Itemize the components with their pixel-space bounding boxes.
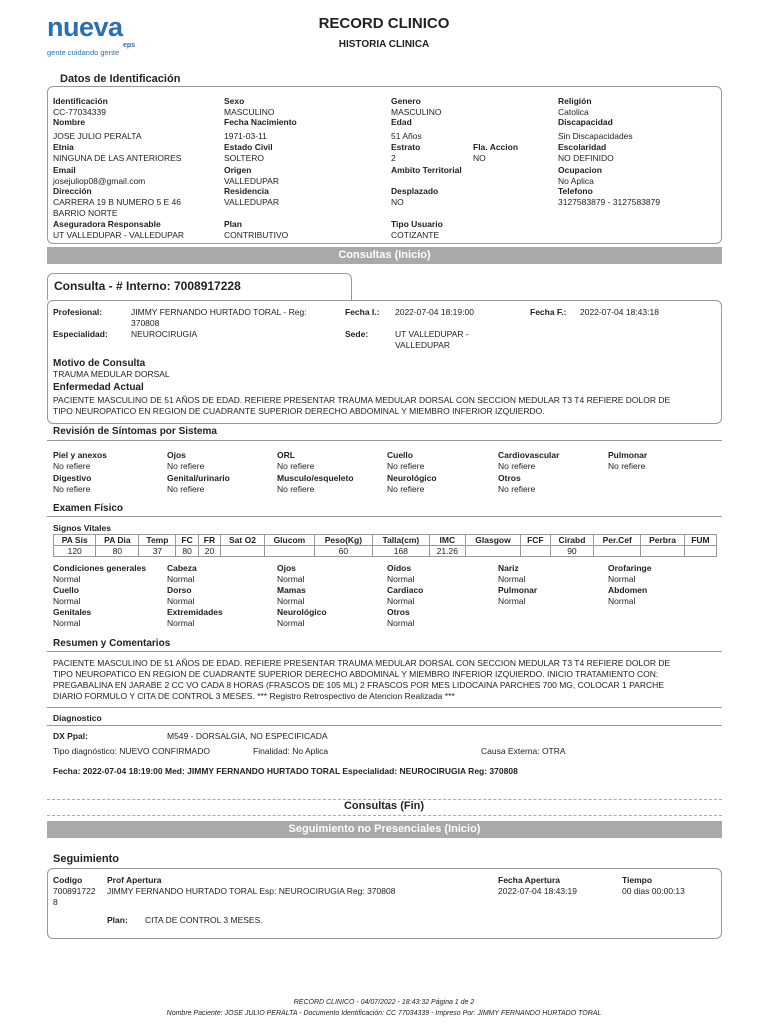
seguimiento-inicio-band: Seguimiento no Presenciales (Inicio) (47, 821, 722, 838)
footer-line-2: Nombre Paciente: JOSE JULIO PERALTA - Documento Identificación: CC 77034339 - Impreso Por: JIMMY FERNANDO HURTADO TORAL (166, 1010, 602, 1017)
fecha-apertura-value: 2022-07-04 18:43:19 (498, 886, 577, 896)
logo-tagline: gente cuidando gente (47, 48, 120, 57)
condicion-value: Normal (277, 574, 305, 584)
ident-value: SOLTERO (224, 153, 264, 163)
revision-value: No refiere (277, 461, 315, 471)
diagnostico-top-divider (47, 707, 722, 708)
ident-value: UT VALLEDUPAR - VALLEDUPAR (53, 230, 185, 240)
condicion-value: Normal (167, 574, 195, 584)
signos-header: Sat O2 (221, 535, 265, 546)
diagnostico-firma: Fecha: 2022-07-04 18:19:00 Med: JIMMY FERNANDO HURTADO TORAL Especialidad: NEUROCIRUGIA Reg: 370808 (53, 766, 518, 776)
condicion-value: Normal (608, 596, 636, 606)
signos-value (594, 546, 641, 557)
condicion-label: Dorso (167, 585, 192, 595)
ident-label: Identificación (53, 96, 108, 106)
signos-value: 21.26 (429, 546, 465, 557)
footer-line-1: RECORD CLINICO - 04/07/2022 - 18:43:32 Página 1 de 2 (293, 999, 475, 1006)
ident-value: CARRERA 19 B NUMERO 5 E 46 (53, 197, 182, 207)
signos-value: 80 (176, 546, 198, 557)
especialidad-value: NEUROCIRUGIA (131, 329, 198, 339)
examen-title: Examen Físico (53, 503, 124, 514)
resumen-line-2: TIPO NEUROPATICO EN REGION DE CUADRANTE SUPERIOR DERECHO ABDOMINAL Y MIEMBRO INFERIOR IZQUIERDO. INICIO TRATAMIENTO CON: (53, 669, 659, 679)
ident-value: MASCULINO (224, 107, 275, 117)
signos-value: 168 (372, 546, 429, 557)
examen-divider (47, 516, 722, 517)
signos-header: FC (176, 535, 198, 546)
ident-label: Estado Civil (224, 142, 273, 152)
ident-label: Tipo Usuario (391, 219, 443, 229)
signos-vitales-table (53, 534, 717, 557)
revision-label: ORL (277, 450, 295, 460)
signos-header: IMC (429, 535, 465, 546)
revision-label: Pulmonar (608, 450, 648, 460)
condicion-value: Normal (53, 618, 81, 628)
revision-value: No refiere (53, 484, 91, 494)
logo-eps: eps (123, 42, 136, 49)
condicion-label: Cabeza (167, 563, 197, 573)
fecha-i-value: 2022-07-04 18:19:00 (395, 307, 474, 317)
ident-value: CC-77034339 (53, 107, 106, 117)
revision-value: No refiere (277, 484, 315, 494)
resumen-title: Resumen y Comentarios (53, 638, 171, 649)
ident-value: NO DEFINIDO (558, 153, 614, 163)
condicion-value: Normal (277, 596, 305, 606)
signos-header: Per.Cef (594, 535, 641, 546)
signos-header: Glucom (264, 535, 314, 546)
condicion-value: Normal (387, 596, 415, 606)
condicion-label: Cuello (53, 585, 79, 595)
ident-label: Email (53, 165, 76, 175)
ident-value: COTIZANTE (391, 230, 440, 240)
ident-value: 3127583879 - 3127583879 (558, 197, 661, 207)
motivo-label: Motivo de Consulta (53, 358, 146, 369)
ident-label: Dirección (53, 186, 92, 196)
condicion-label: Mamas (277, 585, 306, 595)
condicion-label: Orofaringe (608, 563, 652, 573)
fecha-f-value: 2022-07-04 18:43:18 (580, 307, 659, 317)
revision-label: Cuello (387, 450, 413, 460)
signos-value (221, 546, 265, 557)
page-subtitle: HISTORIA CLINICA (338, 39, 430, 50)
ident-label: Telefono (558, 186, 593, 196)
ident-value: Sin Discapacidades (558, 131, 633, 141)
ident-value: 1971-03-11 (224, 131, 267, 141)
profesional-label: Profesional: (53, 307, 103, 317)
condicion-label: Neurológico (277, 607, 327, 617)
signos-header: FR (198, 535, 220, 546)
tiempo-value: 00 dias 00:00:13 (622, 886, 685, 896)
condicion-value: Normal (387, 618, 415, 628)
ident-value: VALLEDUPAR (224, 197, 279, 207)
condicion-label: Oidos (387, 563, 412, 573)
condicion-value: Normal (498, 574, 526, 584)
ident-value: josejuliop08@gmail.com (53, 176, 146, 186)
revision-label: Cardiovascular (498, 450, 560, 460)
signos-value: 37 (139, 546, 176, 557)
resumen-line-3: PREGABALINA EN JARABE 2 CC VO CADA 8 HORAS (FRASCOS DE 105 ML) 2 FRASCOS POR MES LIDOCAINA PARCHES 700 MG, COLOCAR 1 PARCHE (53, 680, 664, 690)
signos-header: Peso(Kg) (314, 535, 372, 546)
prof-apertura-value: JIMMY FERNANDO HURTADO TORAL Esp: NEUROCIRUGIA Reg: 370808 (107, 886, 396, 896)
sede-value-2: VALLEDUPAR (395, 340, 450, 350)
dx-label: DX Ppal: (53, 731, 88, 741)
revision-value: No refiere (387, 484, 425, 494)
signos-value: 90 (550, 546, 594, 557)
plan-label: Plan: (107, 915, 128, 925)
enfermedad-line-1: PACIENTE MASCULINO DE 51 AÑOS DE EDAD. REFIERE PRESENTAR TRAUMA MEDULAR DORSAL CON SECCION MEDULAR T3 T4 REFIERE DOLOR DE (53, 395, 671, 405)
condicion-label: Ojos (277, 563, 296, 573)
revision-value: No refiere (53, 461, 91, 471)
condicion-label: Extremidades (167, 607, 223, 617)
logo-word: nueva (47, 12, 123, 42)
dx-value: M549 - DORSALGIA, NO ESPECIFICADA (167, 731, 328, 741)
causa-externa: Causa Externa: OTRA (481, 746, 566, 756)
revision-label: Piel y anexos (53, 450, 107, 460)
signos-value (521, 546, 550, 557)
fecha-apertura-label: Fecha Apertura (498, 875, 561, 885)
condicion-label: Condiciones generales (53, 563, 147, 573)
signos-header: Perbra (641, 535, 685, 546)
signos-value: 80 (96, 546, 139, 557)
resumen-line-1: PACIENTE MASCULINO DE 51 AÑOS DE EDAD. REFIERE PRESENTAR TRAUMA MEDULAR DORSAL CON SECCION MEDULAR T3 T4 REFIERE DOLOR DE (53, 658, 671, 668)
diagnostico-divider (47, 725, 722, 726)
consultas-inicio-band: Consultas (Inicio) (47, 247, 722, 264)
ident-value: NO (391, 197, 404, 207)
condicion-value: Normal (498, 596, 526, 606)
signos-value (641, 546, 685, 557)
condicion-label: Genitales (53, 607, 92, 617)
diagnostico-title: Diagnostico (53, 713, 102, 723)
ident-label: Plan (224, 219, 242, 229)
revision-value: No refiere (608, 461, 646, 471)
ident-label: Residencia (224, 186, 269, 196)
ident-value: CONTRIBUTIVO (224, 230, 289, 240)
direccion-line2: BARRIO NORTE (53, 208, 118, 218)
codigo-label: Codigo (53, 875, 83, 885)
revision-value: No refiere (498, 484, 536, 494)
ident-label: Aseguradora Responsable (53, 219, 161, 229)
ident-value: Catolica (558, 107, 589, 117)
ident-value: VALLEDUPAR (224, 176, 279, 186)
signos-value (264, 546, 314, 557)
signos-header: Temp (139, 535, 176, 546)
ident-label: Fecha Nacimiento (224, 117, 297, 127)
codigo-value-2: 8 (53, 897, 58, 907)
condicion-label: Pulmonar (498, 585, 538, 595)
fecha-i-label: Fecha I.: (345, 307, 380, 317)
ident-label: Discapacidad (558, 117, 613, 127)
page-title: RECORD CLINICO (318, 15, 450, 32)
signos-header: Glasgow (465, 535, 520, 546)
ident-label: Genero (391, 96, 421, 106)
ident-value: 51 Años (391, 131, 422, 141)
ident-label: Etnia (53, 142, 74, 152)
signos-value: 60 (314, 546, 372, 557)
revision-label: Neurológico (387, 473, 437, 483)
fecha-f-label: Fecha F.: (530, 307, 567, 317)
consulta-title: Consulta - # Interno: 7008917228 (54, 279, 241, 293)
condicion-label: Abdomen (608, 585, 648, 595)
signos-value: 20 (198, 546, 220, 557)
tipo-diagnostico: Tipo diagnóstico: NUEVO CONFIRMADO (53, 746, 210, 756)
ident-value: NINGUNA DE LAS ANTERIORES (53, 153, 182, 163)
ident-label: Origen (224, 165, 252, 175)
revision-label: Otros (498, 473, 521, 483)
ident-label: Edad (391, 117, 412, 127)
signos-header: Cirabd (550, 535, 594, 546)
revision-label: Digestivo (53, 473, 92, 483)
condicion-value: Normal (167, 618, 195, 628)
revision-value: No refiere (387, 461, 425, 471)
enfermedad-line-2: TIPO NEUROPATICO EN REGION DE CUADRANTE SUPERIOR DERECHO ABDOMINAL Y MIEMBRO INFERIOR IZQUIERDO. (53, 406, 545, 416)
condicion-value: Normal (277, 618, 305, 628)
ident-label: Religión (558, 96, 592, 106)
signos-header: FCF (521, 535, 550, 546)
ident-value: No Aplica (558, 176, 594, 186)
revision-value: No refiere (167, 461, 205, 471)
signos-header: PA Sis (54, 535, 96, 546)
ident-label: Ambito Territorial (391, 165, 462, 175)
consultas-fin-label: Consultas (Fin) (343, 800, 425, 812)
revision-label: Genital/urinario (167, 473, 230, 483)
ident-label: Desplazado (391, 186, 439, 196)
finalidad: Finalidad: No Aplica (253, 746, 329, 756)
sede-label: Sede: (345, 329, 369, 339)
signos-header: PA Dia (96, 535, 139, 546)
ident-value: JOSE JULIO PERALTA (53, 131, 142, 141)
plan-value: CITA DE CONTROL 3 MESES. (145, 915, 263, 925)
especialidad-label: Especialidad: (53, 329, 108, 339)
revision-value: No refiere (498, 461, 536, 471)
ident-label: Escolaridad (558, 142, 607, 152)
revision-value: No refiere (167, 484, 205, 494)
condicion-value: Normal (387, 574, 415, 584)
signos-title: Signos Vitales (53, 523, 111, 533)
ident-label: Sexo (224, 96, 245, 106)
ident-value: MASCULINO (391, 107, 442, 117)
signos-value (465, 546, 520, 557)
motivo-value: TRAUMA MEDULAR DORSAL (53, 369, 170, 379)
condicion-value: Normal (53, 596, 81, 606)
condicion-value: Normal (53, 574, 81, 584)
identificacion-title: Datos de Identificación (60, 73, 181, 85)
enfermedad-label: Enfermedad Actual (53, 382, 144, 393)
seguimiento-title: Seguimiento (53, 853, 120, 865)
prof-apertura-label: Prof Apertura (107, 875, 162, 885)
condicion-label: Otros (387, 607, 410, 617)
signos-value (684, 546, 716, 557)
ident-label: Nombre (53, 117, 86, 127)
condicion-label: Nariz (498, 563, 519, 573)
revision-label: Ojos (167, 450, 186, 460)
sede-value: UT VALLEDUPAR - (395, 329, 469, 339)
ident-value: 2 (391, 153, 396, 163)
signos-header: Talla(cm) (372, 535, 429, 546)
signos-header: FUM (684, 535, 716, 546)
condicion-label: Cardiaco (387, 585, 424, 595)
profesional-reg: 370808 (131, 318, 160, 328)
ident-label: Estrato (391, 142, 421, 152)
tiempo-label: Tiempo (622, 875, 653, 885)
condicion-value: Normal (167, 596, 195, 606)
revision-title: Revisión de Síntomas por Sistema (53, 426, 217, 437)
resumen-line-4: DIARIO FORMULO Y CITA DE CONTROL 3 MESES. *** Registro Retrospectivo de Atencion Realizada *** (53, 691, 455, 701)
ident-label: Fla. Accion (473, 142, 519, 152)
consultas-fin-dash-bottom (47, 815, 722, 816)
resumen-divider (47, 651, 722, 652)
revision-divider (47, 440, 722, 441)
ident-value: NO (473, 153, 486, 163)
condicion-value: Normal (608, 574, 636, 584)
profesional-value: JIMMY FERNANDO HURTADO TORAL - Reg: (131, 307, 307, 317)
signos-value: 120 (54, 546, 96, 557)
revision-label: Musculo/esqueleto (277, 473, 354, 483)
codigo-value-1: 700891722 (53, 886, 96, 896)
ident-label: Ocupacion (558, 165, 602, 175)
